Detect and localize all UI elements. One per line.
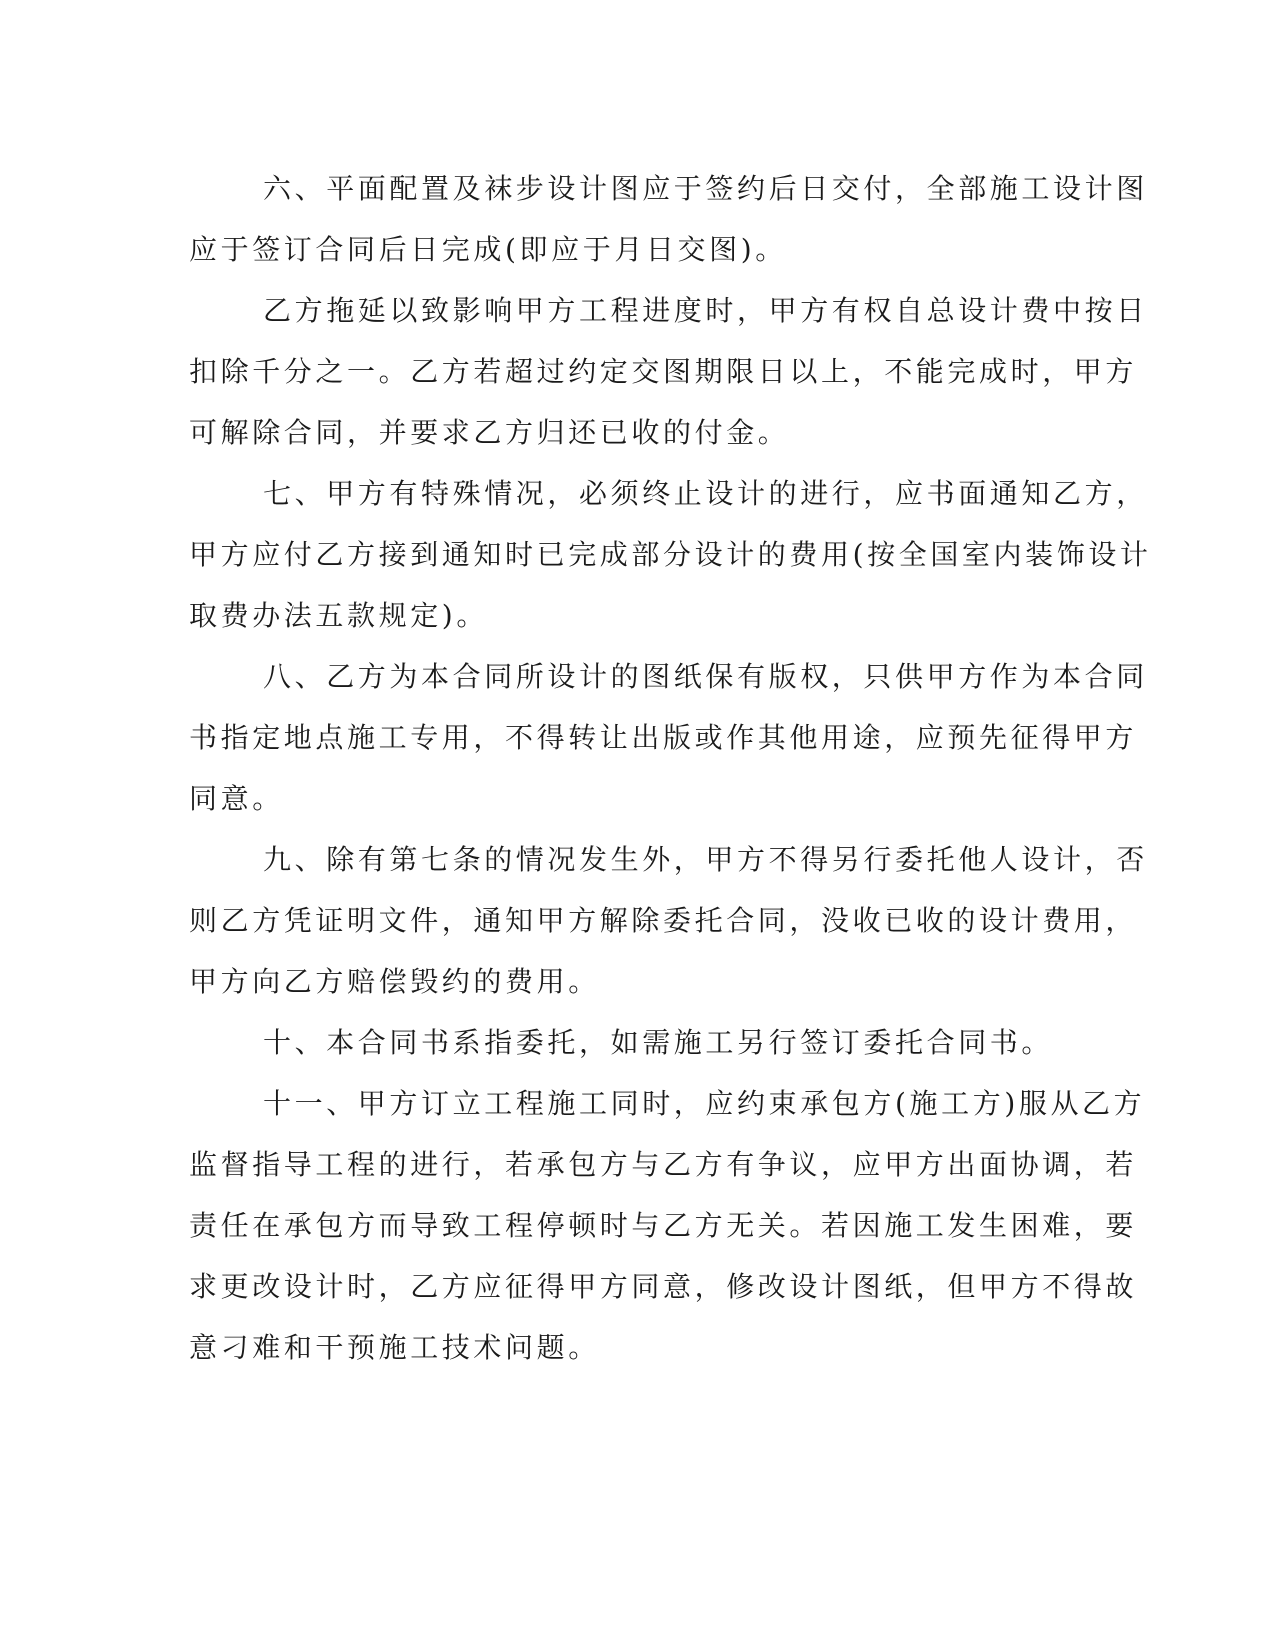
paragraph-clause-8 <box>189 646 1148 829</box>
text-line: 甲方应付乙方接到通知时已完成部分设计的费用(按全国室内装饰设计 <box>189 538 1152 571</box>
text-line: 甲方向乙方赔偿毁约的费用。 <box>189 965 600 998</box>
paragraph-clause-7 <box>189 463 1152 646</box>
text-line: 七、甲方有特殊情况，必须终止设计的进行，应书面通知乙方， <box>263 477 1148 510</box>
paragraph-delay-penalty <box>189 280 1148 463</box>
text-line: 十一、甲方订立工程施工同时，应约束承包方(施工方)服从乙方 <box>263 1087 1146 1120</box>
text-line: 意刁难和干预施工技术问题。 <box>189 1331 600 1364</box>
text-line: 九、除有第七条的情况发生外，甲方不得另行委托他人设计，否 <box>263 843 1148 876</box>
text-line: 同意。 <box>189 782 284 815</box>
text-line: 应于签订合同后日完成(即应于月日交图)。 <box>189 233 787 266</box>
text-line: 六、平面配置及袜步设计图应于签约后日交付，全部施工设计图 <box>263 172 1148 205</box>
text-line: 八、乙方为本合同所设计的图纸保有版权，只供甲方作为本合同 <box>263 660 1148 693</box>
text-line: 十、本合同书系指委托，如需施工另行签订委托合同书。 <box>263 1026 1054 1059</box>
paragraph-clause-10 <box>189 1012 1069 1073</box>
paragraph-clause-6 <box>189 158 1148 280</box>
paragraph-clause-11 <box>189 1073 1146 1378</box>
paragraph-clause-9 <box>189 829 1148 1012</box>
text-line: 取费办法五款规定)。 <box>189 599 488 632</box>
text-line: 扣除千分之一。乙方若超过约定交图期限日以上，不能完成时，甲方 <box>189 355 1138 388</box>
text-line: 书指定地点施工专用，不得转让出版或作其他用途，应预先征得甲方 <box>189 721 1138 754</box>
text-line: 则乙方凭证明文件，通知甲方解除委托合同，没收已收的设计费用， <box>189 904 1138 937</box>
text-line: 监督指导工程的进行，若承包方与乙方有争议，应甲方出面协调，若 <box>189 1148 1138 1181</box>
document-body <box>189 158 1152 1378</box>
text-line: 可解除合同，并要求乙方归还已收的付金。 <box>189 416 790 449</box>
text-line: 乙方拖延以致影响甲方工程进度时，甲方有权自总设计费中按日 <box>263 294 1148 327</box>
text-line: 责任在承包方而导致工程停顿时与乙方无关。若因施工发生困难，要 <box>189 1209 1138 1242</box>
text-line: 求更改设计时，乙方应征得甲方同意，修改设计图纸，但甲方不得故 <box>189 1270 1138 1303</box>
